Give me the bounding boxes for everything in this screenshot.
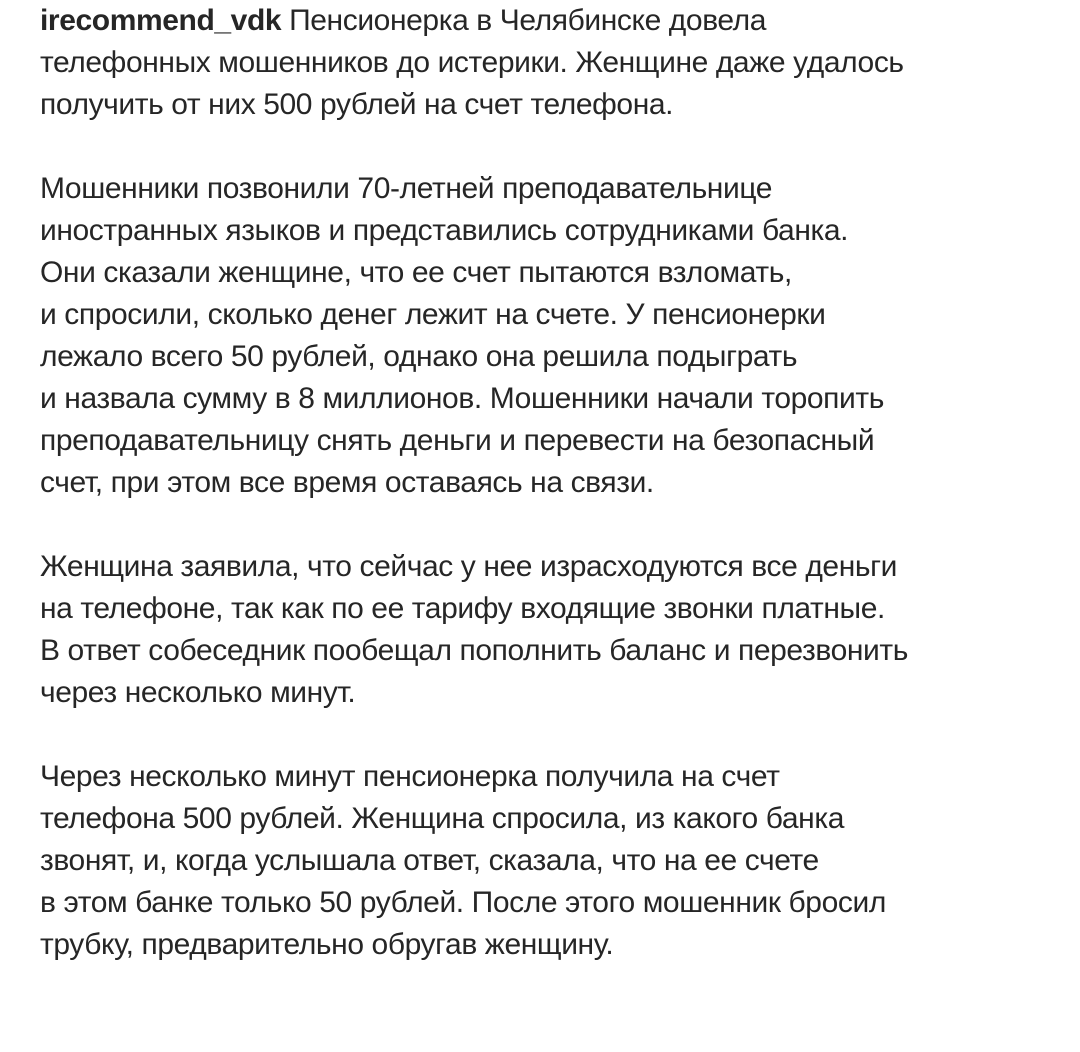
caption-line: лежало всего 50 рублей, однако она решила подыграть [40,340,798,373]
caption-line: Через несколько минут пенсионерка получила на счет [40,760,780,793]
post-caption [40,0,1060,966]
caption-line: телефонных мошенников до истерики. Женщине даже удалось [40,46,904,79]
caption-line: в этом банке только 50 рублей. После этого мошенник бросил [40,886,886,919]
caption-line: трубку, предварительно обругав женщину. [40,928,614,961]
caption-line: Женщина заявила, что сейчас у нее израсходуются все деньги [40,550,898,583]
caption-line: телефона 500 рублей. Женщина спросила, из какого банка [40,802,844,835]
caption-line: иностранных языков и представились сотрудниками банка. [40,214,849,247]
caption-paragraph-4 [40,756,1060,966]
caption-line: через несколько минут. [40,676,356,709]
caption-paragraph-1 [40,0,1060,126]
caption-paragraph-2 [40,168,1060,504]
caption-line: на телефоне, так как по ее тарифу входящие звонки платные. [40,592,885,625]
caption-text: Пенсионерка в Челябинске довела [289,4,767,37]
caption-line: получить от них 500 рублей на счет телефона. [40,88,674,121]
caption-line [40,0,1060,42]
caption-line: Они сказали женщине, что ее счет пытаются взломать, [40,256,792,289]
caption-line: и назвала сумму в 8 миллионов. Мошенники начали торопить [40,382,884,415]
caption-line: счет, при этом все время оставаясь на связи. [40,466,654,499]
caption-line: звонят, и, когда услышала ответ, сказала, что на ее счете [40,844,819,877]
caption-line: преподавательницу снять деньги и перевести на безопасный [40,424,875,457]
caption-line: Мошенники позвонили 70-летней преподавательнице [40,172,773,205]
caption-line: и спросили, сколько денег лежит на счете. У пенсионерки [40,298,826,331]
username-link[interactable]: irecommend_vdk [40,4,282,37]
caption-line: В ответ собеседник пообещал пополнить баланс и перезвонить [40,634,908,667]
caption-paragraph-3 [40,546,1060,714]
